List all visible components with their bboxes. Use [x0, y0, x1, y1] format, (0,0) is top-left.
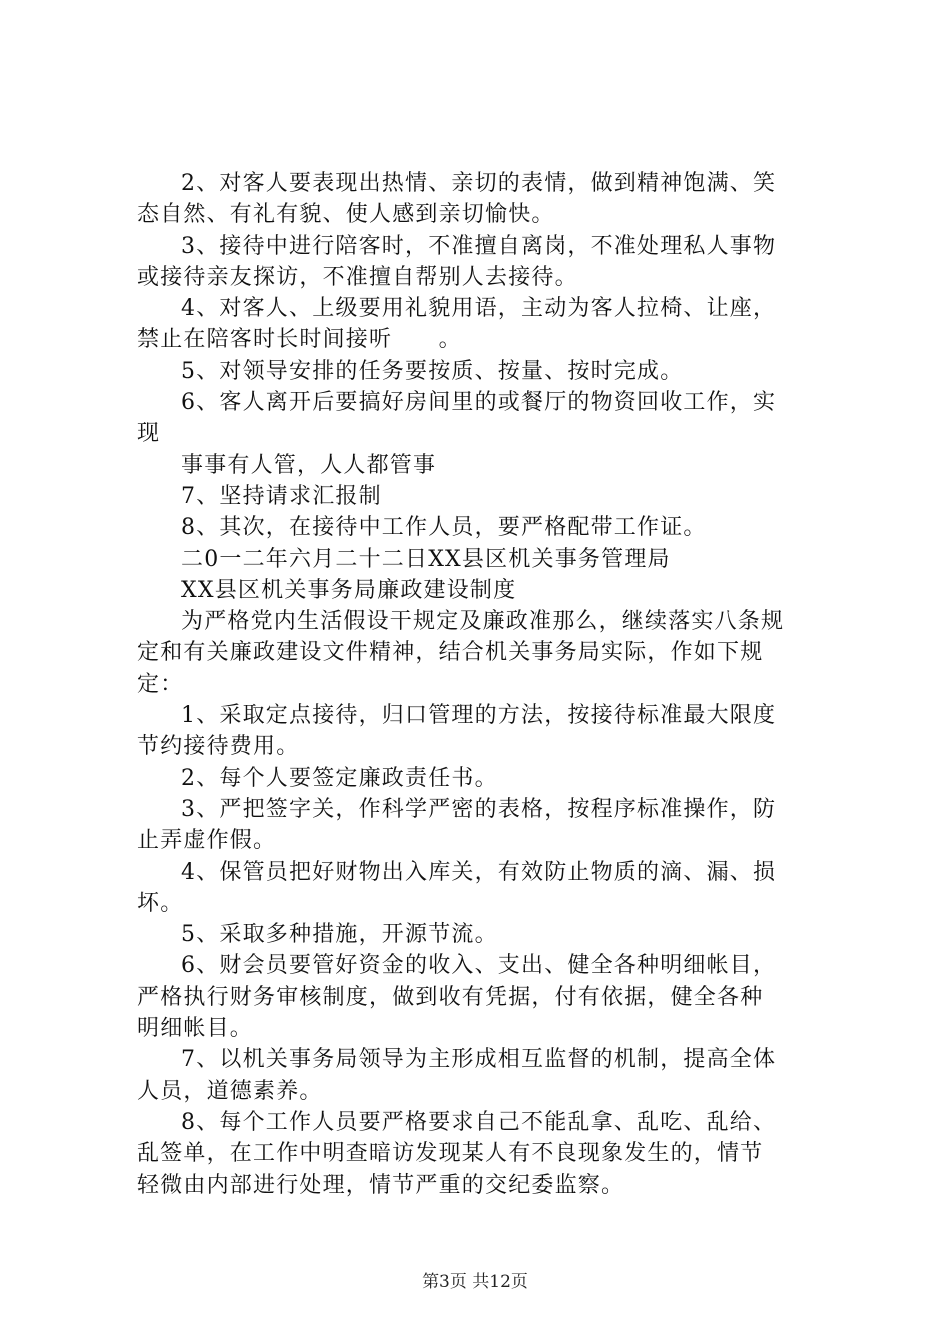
text-line: 禁止在陪客时长时间接听 。 — [137, 327, 462, 353]
text-line: 3、严把签字关，作科学严密的表格，按程序标准操作，防 — [181, 796, 777, 822]
text-line: 4、对客人、上级要用礼貌用语，主动为客人拉椅、让座， — [181, 296, 777, 322]
text-line: 5、采取多种措施，开源节流。 — [181, 922, 498, 948]
text-line: 定： — [137, 671, 184, 697]
text-line: 节约接待费用。 — [137, 734, 300, 760]
text-line: 8、其次，在接待中工作人员，要严格配带工作证。 — [181, 515, 707, 541]
text-line: 2、对客人要表现出热情、亲切的表情，做到精神饱满、笑 — [181, 171, 777, 196]
text-line: 二0一二年六月二十二日XX县区机关事务管理局 — [181, 546, 671, 572]
text-line: 坏。 — [137, 890, 184, 916]
text-line: 乱签单，在工作中明查暗访发现某人有不良现象发生的，情节 — [137, 1141, 764, 1167]
text-line: 事事有人管，人人都管事 — [181, 452, 437, 478]
text-line: 2、每个人要签定廉政责任书。 — [181, 765, 498, 791]
text-line: 明细帐目。 — [137, 1016, 254, 1042]
text-line: 为严格党内生活假设干规定及廉政准那么，继续落实八条规 — [181, 609, 785, 635]
text-line: 3、接待中进行陪客时，不准擅自离岗，不准处理私人事物 — [181, 233, 777, 259]
text-line: 6、客人离开后要搞好房间里的或餐厅的物资回收工作，实 — [181, 390, 777, 416]
text-line: 定和有关廉政建设文件精神，结合机关事务局实际，作如下规 — [137, 640, 764, 666]
text-line: 8、每个工作人员要严格要求自己不能乱拿、乱吃、乱给、 — [181, 1109, 777, 1135]
section-title: XX县区机关事务局廉政建设制度 — [181, 577, 517, 603]
page-number-footer: 第3页 共12页 — [422, 1272, 528, 1292]
text-line: 止弄虚作假。 — [137, 828, 277, 854]
text-line: 或接待亲友探访，不准擅自帮别人去接待。 — [137, 264, 578, 290]
text-line: 7、以机关事务局领导为主形成相互监督的机制，提高全体 — [181, 1047, 777, 1073]
document-body — [137, 168, 827, 1201]
text-line: 严格执行财务审核制度，做到收有凭据，付有依据，健全各种 — [137, 984, 764, 1010]
text-line: 5、对领导安排的任务要按质、按量、按时完成。 — [181, 358, 684, 384]
text-line: 4、保管员把好财物出入库关，有效防止物质的滴、漏、损 — [181, 859, 777, 885]
text-line: 轻微由内部进行处理，情节严重的交纪委监察。 — [137, 1172, 625, 1198]
text-line: 人员，道德素养。 — [137, 1078, 323, 1104]
text-line: 7、坚持请求汇报制 — [181, 483, 382, 509]
text-line: 6、财会员要管好资金的收入、支出、健全各种明细帐目， — [181, 953, 777, 979]
text-line: 态自然、有礼有貌、使人感到亲切愉快。 — [137, 202, 555, 228]
text-line: 1、采取定点接待，归口管理的方法，按接待标准最大限度 — [181, 703, 777, 729]
text-line: 现 — [137, 421, 161, 447]
